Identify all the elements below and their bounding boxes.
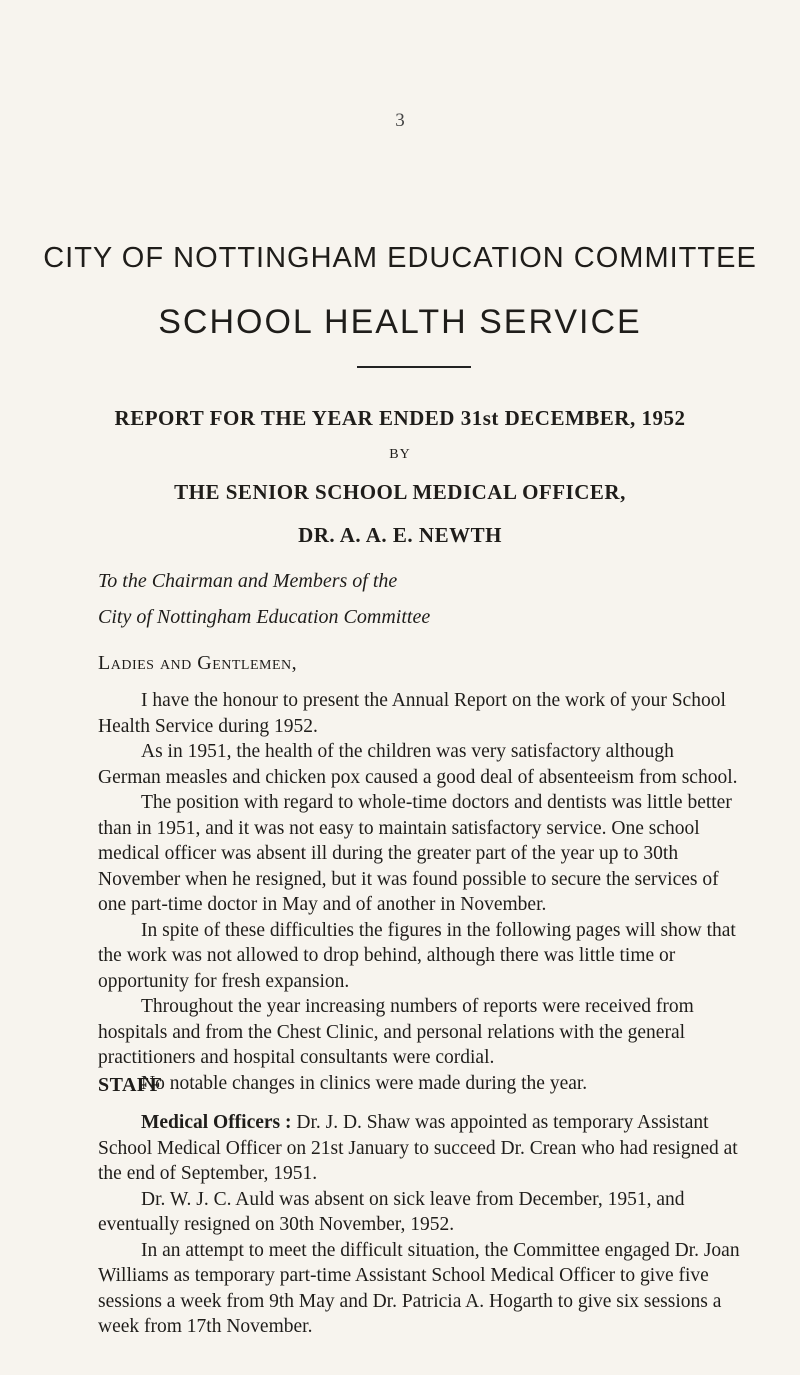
letter-body — [98, 688, 740, 1096]
committee-heading: CITY OF NOTTINGHAM EDUCATION COMMITTEE — [43, 242, 757, 274]
paragraph: Throughout the year increasing numbers of reports were received from hospitals and from the Chest Clinic, and personal relations with the general practitioners and hospital consultants were cordial. — [98, 996, 694, 1068]
medical-officers-lead: Medical Officers : — [141, 1112, 292, 1133]
paragraph: As in 1951, the health of the children was very satisfactory although German measles and chicken pox caused a good deal of absenteeism from school. — [98, 741, 738, 788]
staff-paragraph-1-text: Dr. J. D. Shaw was appointed as temporary Assistant School Medical Officer on 21st January to succeed Dr. Crean who had resigned at the end of September, 1951. — [98, 1112, 738, 1184]
officer-title: THE SENIOR SCHOOL MEDICAL OFFICER, — [174, 480, 626, 504]
paragraph: No notable changes in clinics were made during the year. — [141, 1072, 588, 1094]
address-line-2: City of Nottingham Education Committee — [98, 606, 431, 628]
service-heading: SCHOOL HEALTH SERVICE — [158, 303, 642, 341]
paragraph: The position with regard to whole-time doctors and dentists was little better than in 1951, and it was not easy to maintain satisfactory service. One school medical officer was absent ill during the greater part of the year up to 30th November when he resigned, but it was found possible to secure the services of one part-time doctor in May and of another in November. — [98, 792, 732, 915]
divider-rule — [357, 366, 471, 368]
officer-name: DR. A. A. E. NEWTH — [298, 523, 502, 547]
by-line: BY — [389, 447, 411, 462]
staff-paragraph-3: In an attempt to meet the difficult situation, the Committee engaged Dr. Joan Williams as temporary part-time Assistant School Medical Officer to give five sessions a week from 9th May and Dr. Patricia A. Hogarth to give six sessions a week from 17th November. — [98, 1239, 740, 1337]
staff-paragraph-1 — [98, 1110, 740, 1187]
address-line-1: To the Chairman and Members of the — [98, 570, 398, 592]
page-number: 3 — [395, 110, 405, 131]
paragraph: I have the honour to present the Annual Report on the work of your School Health Service during 1952. — [98, 690, 726, 737]
paragraph: In spite of these difficulties the figures in the following pages will show that the work was not allowed to drop behind, although there was little time or opportunity for fresh expansion. — [98, 919, 736, 992]
staff-paragraph-2: Dr. W. J. C. Auld was absent on sick leave from December, 1951, and eventually resigned on 30th November, 1952. — [98, 1188, 685, 1235]
salutation: Ladies and Gentlemen, — [98, 652, 298, 674]
staff-heading: STAFF — [98, 1074, 163, 1096]
staff-section — [98, 1110, 740, 1340]
report-title: REPORT FOR THE YEAR ENDED 31st DECEMBER, 1952 — [114, 406, 686, 430]
